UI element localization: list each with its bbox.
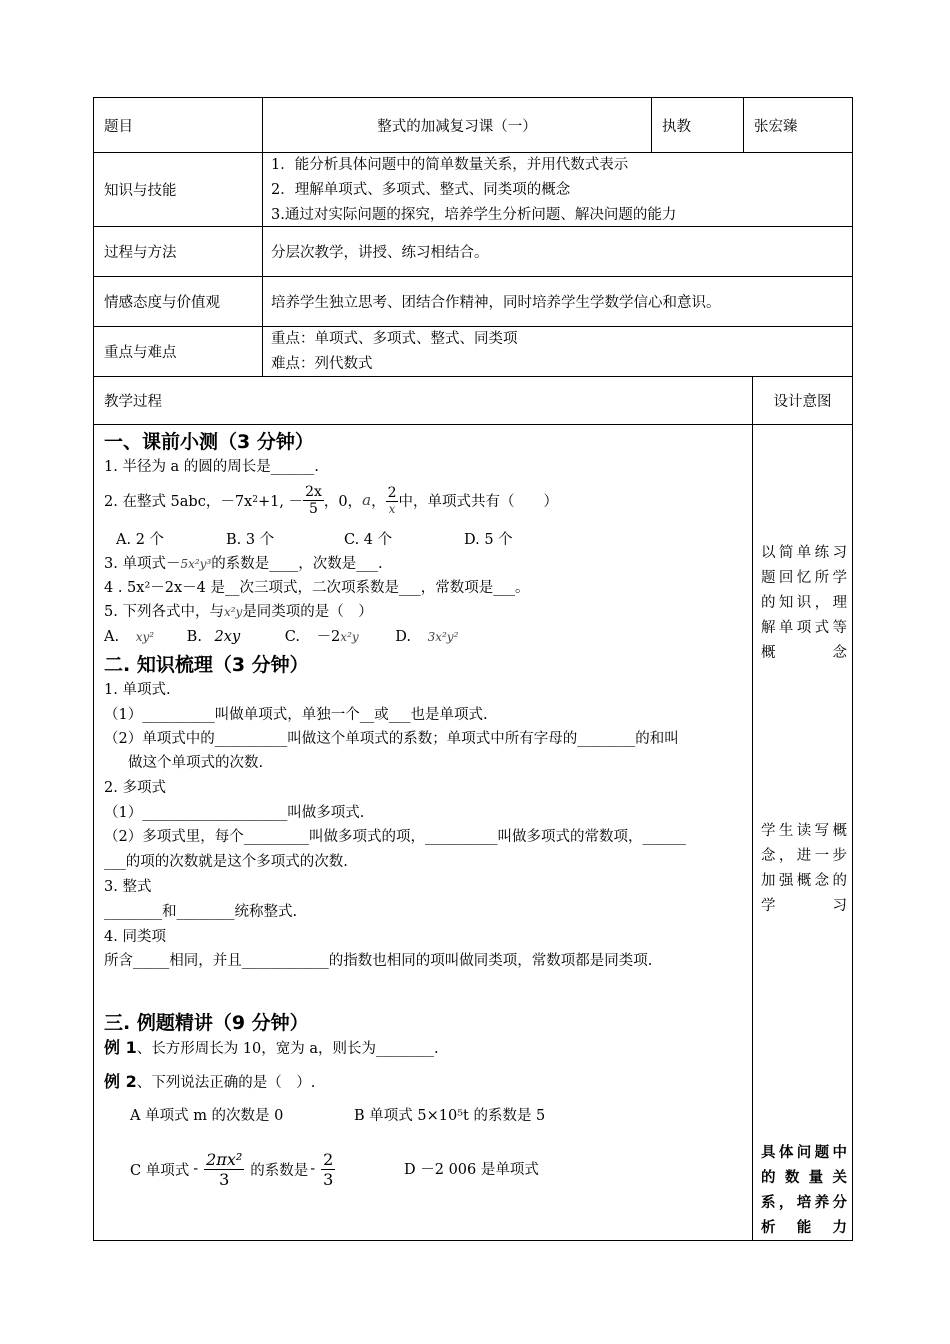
design-header: 设计意图 — [752, 377, 852, 424]
example-2: 例 2、下列说法正确的是（ ）. — [104, 1072, 316, 1091]
s2-monomial-2b: 做这个单项式的次数. — [128, 755, 264, 771]
s1-question-4: 4 . 5x²－2x－4 是__次三项式，二次项系数是___，常数项是___。 — [104, 580, 530, 596]
section2-title: 二. 知识梳理（3 分钟） — [104, 654, 309, 676]
design-intent-column — [752, 425, 852, 1240]
q2-prefix: 2. 在整式 5abc，－7x — [104, 493, 253, 510]
knowledge-label: 知识与技能 — [104, 183, 177, 199]
emotion-row — [94, 277, 852, 327]
process-header-row — [94, 377, 852, 425]
ex2-option-d: D －2 006 是单项式 — [404, 1162, 539, 1178]
s2-monomial-2: （2）单项式中的__________叫做这个单项式的系数；单项式中所有字母的________的和叫 — [104, 731, 679, 747]
q2-fraction-1: $\frac{2x}{5}$ — [305, 483, 322, 517]
section3-title: 三. 例题精讲（9 分钟） — [104, 1012, 309, 1034]
design-note-2: 学生读写概念，进一步加强概念的学习 — [761, 823, 847, 914]
design-note-3: 具体问题中的数量关系，培养分析能力 — [761, 1145, 847, 1236]
emotion-value: 培养学生独立思考、团结合作精神，同时培养学生学数学信心和意识。 — [262, 277, 852, 326]
q2-sep: ，0， — [323, 493, 363, 510]
s1-question-3: 3. 单项式－5x²y³的系数是____，次数是___. — [104, 556, 383, 572]
s2-monomial: 1. 单项式. — [104, 682, 171, 698]
optC-fraction-1: $\frac{\text{2πx²}}{3}$ — [206, 1149, 243, 1189]
ex2-option-a: A 单项式 m 的次数是 0 — [130, 1108, 284, 1124]
content-row — [94, 425, 852, 1240]
q2-suffix: 中，单项式共有（ ） — [398, 493, 558, 510]
knowledge-item-1: 1．能分析具体问题中的简单数量关系，并用代数式表示 — [271, 157, 629, 173]
q5-options: A. xy² B. 2xy C. －2x²y D. 3x²y² — [104, 629, 459, 645]
design-note-1: 以简单练习题回忆所学的知识，理解单项式等概念 — [761, 545, 847, 661]
ex2-option-b: B 单项式 5×10⁵t 的系数是 5 — [354, 1108, 546, 1124]
q2-option-b: B. 3 个 — [226, 532, 275, 548]
process-value: 分层次教学，讲授、练习相结合。 — [262, 227, 852, 276]
q2-a: a — [362, 491, 372, 509]
topic-label: 题目 — [104, 118, 133, 135]
s1-question-1: 1. 半径为 a 的圆的周长是______. — [104, 459, 319, 475]
title-row — [94, 98, 852, 153]
emotion-label: 情感态度与价值观 — [104, 295, 220, 311]
s2-integral: 3. 整式 — [104, 879, 152, 895]
s2-like-terms: 4. 同类项 — [104, 929, 166, 945]
q5-term: x²y — [223, 605, 243, 619]
focus-label: 重点与难点 — [104, 345, 177, 361]
focus-content — [262, 327, 852, 376]
q2-mid: +1, － — [257, 493, 304, 510]
knowledge-item-2: 2．理解单项式、多项式、整式、同类项的概念 — [271, 182, 571, 198]
knowledge-item-3: 3.通过对实际问题的探究，培养学生分析问题、解决问题的能力 — [271, 207, 677, 223]
teacher-label: 执教 — [651, 98, 743, 152]
q2-option-c: C. 4 个 — [344, 532, 393, 548]
ex2-option-c: C 单项式 - $\frac{\text{2πx²}}{3}$ 的系数是 - $\frac{2}{3}$ — [130, 1149, 334, 1189]
knowledge-content — [262, 153, 852, 226]
focus-key: 重点：单项式、多项式、整式、同类项 — [271, 331, 518, 347]
process-row — [94, 227, 852, 277]
section1-title: 一、课前小测（3 分钟） — [104, 431, 314, 453]
s2-like-terms-1: 所含_____相同，并且____________的指数也相同的项叫做同类项，常数项都是同类项. — [104, 953, 653, 969]
example-1: 例 1、长方形周长为 10，宽为 a，则长为________. — [104, 1038, 439, 1057]
lesson-plan-table — [93, 97, 853, 1241]
process-label: 过程与方法 — [104, 245, 177, 261]
q2-fraction-2: $\frac{2}{x}$ — [387, 484, 397, 516]
s1-question-2: 2. 在整式 5abc，－7x 2 +1, － $\frac{2x}{5}$ ，0， a ， $\frac{2}{x}$ 中，单项式共有（ ） — [104, 483, 558, 517]
s2-polynomial-1: （1）____________________叫做多项式. — [104, 805, 365, 821]
focus-row — [94, 327, 852, 377]
topic-value: 整式的加减复习课（一） — [262, 98, 651, 152]
s2-polynomial-2b: ___的项的次数就是这个多项式的次数. — [104, 854, 348, 870]
q2-option-a: A. 2 个 — [116, 532, 165, 548]
teacher-value: 张宏臻 — [743, 98, 852, 152]
knowledge-row — [94, 153, 852, 227]
process-header: 教学过程 — [104, 394, 162, 410]
optC-fraction-2: $\frac{2}{3}$ — [323, 1149, 334, 1189]
s2-integral-1: ________和________统称整式. — [104, 904, 298, 920]
s1-question-5: 5. 下列各式中，与x²y是同类项的是（ ） — [104, 604, 373, 620]
teaching-process-content — [94, 425, 752, 1240]
focus-difficult: 难点：列代数式 — [271, 356, 373, 372]
q3-term: 5x²y³ — [180, 557, 212, 571]
s2-monomial-1: （1）__________叫做单项式，单独一个__或___也是单项式. — [104, 707, 488, 723]
s2-polynomial-2: （2）多项式里，每个_________叫做多项式的项，__________叫做多项式的常数项，______ — [104, 829, 686, 845]
q2-option-d: D. 5 个 — [464, 532, 513, 548]
s2-polynomial: 2. 多项式 — [104, 780, 166, 796]
